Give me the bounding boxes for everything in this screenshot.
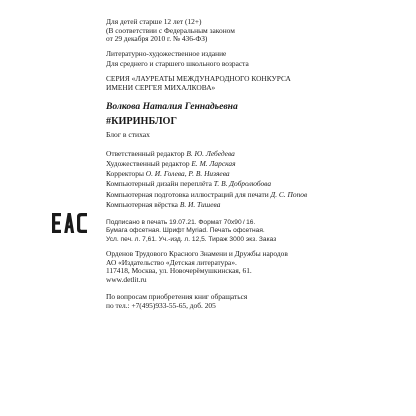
credit-row — [106, 149, 406, 159]
credit-role: Корректоры — [106, 169, 146, 179]
credit-role: Компьютерный дизайн переплёта — [106, 179, 214, 189]
eac-mark-icon — [51, 212, 88, 234]
credit-role: Компьютерная подготовка иллюстраций для печати — [106, 189, 271, 199]
audience-label: Для среднего и старшего школьного возраста — [106, 59, 249, 69]
credit-role: Ответственный редактор — [106, 149, 187, 159]
series-line: ИМЕНИ СЕРГЕЯ МИХАЛКОВА» — [106, 82, 216, 92]
credits-list — [106, 149, 406, 210]
publisher-info — [106, 250, 406, 284]
book-subtitle: Блог в стихах — [106, 130, 150, 140]
credit-role: Компьютерная вёрстка — [106, 199, 180, 209]
print-spec-line: Усл. печ. л. 7,61. Уч.-изд. л. 12,5. Тираж 3000 экз. Заказ — [106, 235, 277, 243]
publisher-line: Орденов Трудового Красного Знамени и Дружбы народов — [106, 248, 288, 258]
credit-name: В. Ю. Лебедева — [186, 149, 235, 159]
publisher-line: АО «Издательство «Детская литература». — [106, 257, 237, 267]
book-title: #КИРИНБЛОГ — [106, 116, 177, 128]
credit-row — [106, 190, 406, 200]
publisher-address: 117418, Москва, ул. Новочерёмушкинская, 61. — [106, 266, 252, 276]
print-spec-line: Подписано в печать 19.07.21. Формат 70х90 / 16. — [106, 218, 256, 226]
print-spec-line: Бумага офсетная. Шрифт Myriad. Печать офсетная. — [106, 227, 265, 235]
law-date-line: от 29 декабря 2010 г. № 436-ФЗ) — [106, 34, 208, 44]
credit-name: Е. М. Ларская — [191, 159, 236, 169]
law-reference-line: (В соответствии с Федеральным законом — [106, 25, 235, 35]
credit-row — [106, 179, 406, 189]
series-title — [106, 75, 406, 92]
credit-name: В. И. Тишева — [179, 199, 221, 209]
purchase-line: По вопросам приобретения книг обращаться — [106, 292, 248, 302]
print-specs — [106, 219, 406, 244]
credit-name: Т. В. Добролюбова — [213, 179, 272, 189]
imprint-page — [106, 18, 406, 311]
credit-role: Художественный редактор — [106, 159, 192, 169]
author-name: Волкова Наталия Геннадьевна — [106, 101, 238, 113]
series-line: СЕРИЯ «ЛАУРЕАТЫ МЕЖДУНАРОДНОГО КОНКУРСА — [106, 73, 291, 83]
credit-name: О. И. Голева, Р. В. Низяева — [145, 169, 230, 179]
publisher-website: www.detlit.ru — [106, 274, 147, 284]
credit-row — [106, 169, 406, 179]
credit-row — [106, 159, 406, 169]
age-rating-line: Для детей старше 12 лет (12+) — [106, 17, 202, 26]
purchase-phone: по тел.: +7(495)933-55-65, доб. 205 — [106, 300, 216, 310]
credit-row — [106, 200, 406, 210]
purchase-contact — [106, 293, 406, 310]
age-rating-notice — [106, 18, 406, 44]
credit-name: Д. С. Попов — [270, 189, 308, 199]
genre-label: Литературно-художественное издание — [106, 48, 227, 58]
